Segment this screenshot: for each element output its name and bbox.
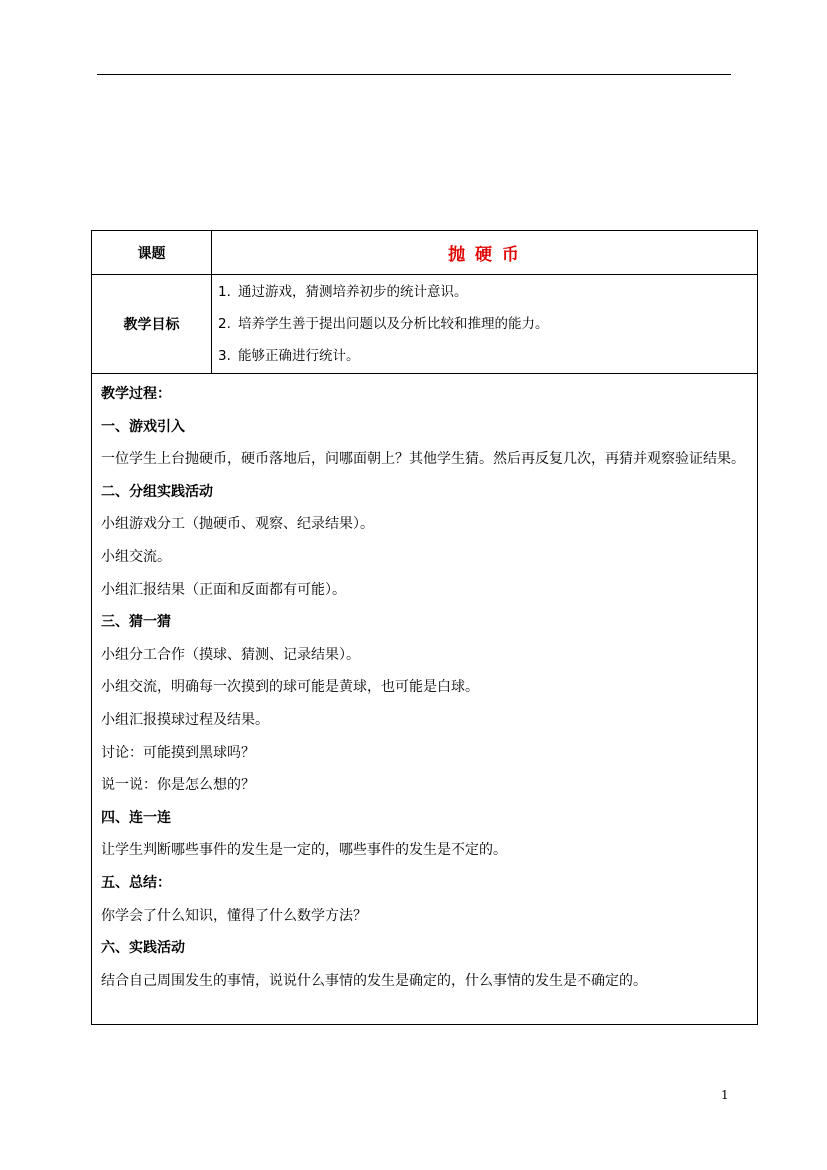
process-line: 讨论：可能摸到黑球吗？ (101, 744, 255, 761)
process-line: 小组交流，明确每一次摸到的球可能是黄球，也可能是白球。 (101, 679, 479, 696)
header-rule (97, 74, 731, 75)
title-label: 课题 (92, 231, 212, 275)
process-line: 结合自己周围发生的事情，说说什么事情的发生是确定的，什么事情的发生是不确定的。 (101, 972, 647, 989)
goals-label: 教学目标 (92, 275, 212, 374)
process-line: 你学会了什么知识，懂得了什么数学方法？ (101, 907, 367, 924)
section-heading: 六、实践活动 (101, 940, 185, 957)
section-heading: 四、连一连 (101, 809, 171, 826)
lesson-title: 抛 硬 币 (448, 245, 521, 265)
process-line: 小组汇报摸球过程及结果。 (101, 711, 269, 728)
section-heading: 三、猜一猜 (101, 614, 171, 631)
process-line: 一位学生上台抛硬币，硬币落地后，问哪面朝上？其他学生猜。然后再反复几次，再猜并观察验证结果。 (101, 451, 745, 468)
section-heading: 二、分组实践活动 (101, 483, 213, 500)
process-line: 小组交流。 (101, 548, 171, 565)
title-row (92, 231, 758, 275)
process-line: 说一说：你是怎么想的？ (101, 777, 255, 794)
process-cell (92, 374, 758, 1025)
page-number: 1 (721, 1088, 729, 1102)
process-line: 小组分工合作（摸球、猜测、记录结果）。 (101, 646, 360, 663)
process-line: 小组游戏分工（抛硬币、观察、纪录结果）。 (101, 516, 374, 533)
goals-cell (212, 275, 758, 374)
lesson-plan-table (91, 230, 758, 1025)
section-heading: 教学过程： (101, 386, 171, 402)
process-row (92, 374, 758, 1025)
goal-item: 2. 培养学生善于提出问题以及分析比较和推理的能力。 (218, 316, 549, 332)
process-line: 小组汇报结果（正面和反面都有可能）。 (101, 581, 346, 598)
title-cell (212, 231, 758, 275)
goal-item: 3. 能够正确进行统计。 (218, 348, 360, 364)
goals-row (92, 275, 758, 374)
section-heading: 五、总结： (101, 874, 171, 891)
section-heading: 一、游戏引入 (101, 418, 185, 435)
goal-item: 1. 通过游戏，猜测培养初步的统计意识。 (218, 284, 468, 300)
process-line: 让学生判断哪些事件的发生是一定的，哪些事件的发生是不定的。 (101, 842, 507, 859)
